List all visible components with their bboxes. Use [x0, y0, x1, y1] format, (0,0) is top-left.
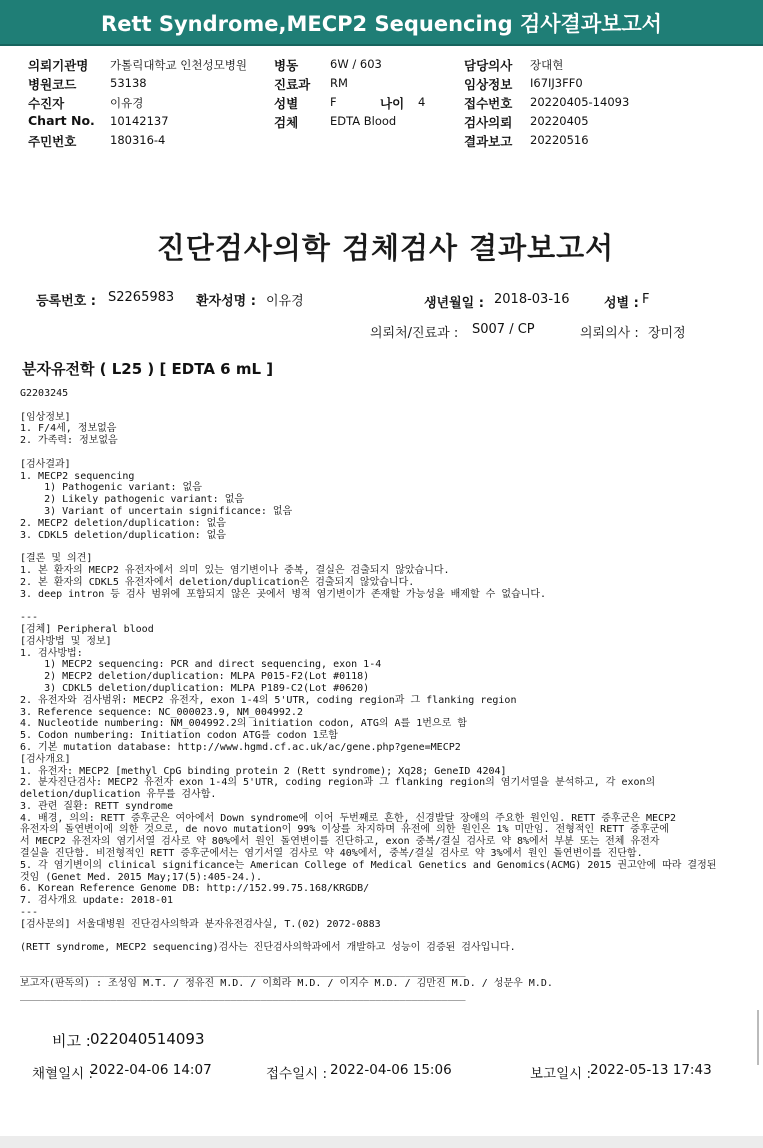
info-col2-2-value: F: [330, 95, 337, 109]
report-line: 1) MECP2 sequencing: PCR and direct sequencing, exon 1-4: [20, 659, 382, 671]
collection-time-label: 채혈일시 :: [32, 1066, 94, 1082]
report-line: 3. 관련 질환: RETT syndrome: [20, 800, 174, 812]
info-col1-3-label: Chart No.: [28, 113, 95, 128]
registration-value: S2265983: [108, 290, 175, 305]
report-line: ---: [20, 907, 39, 919]
department-value: S007 / CP: [472, 322, 535, 337]
receipt-time-label: 접수일시 :: [266, 1066, 328, 1082]
info-col2-1-value: RM: [330, 76, 348, 90]
report-line: 2. 본 환자의 CDKL5 유전자에서 deletion/duplication은 검출되지 않았습니다.: [20, 576, 415, 588]
info-col1-0-label: 의뢰기관명: [28, 58, 89, 73]
report-line: 서 MECP2 유전자의 염기서열 검사로 약 80%에서 원인 돌연변이를 진단하고, exon 중복/결실 검사로 약 8%에서 부분 또는 전체 유전자: [20, 836, 660, 848]
report-time-value: 2022-05-13 17:43: [590, 1062, 712, 1078]
report-line: 7. 검사개요 update: 2018-01: [20, 895, 174, 907]
report-line: [20, 954, 760, 966]
report-line: __________________________________________________________________________: [20, 966, 466, 978]
section-heading: 분자유전학 ( L25 ) [ EDTA 6 mL ]: [22, 360, 274, 378]
report-line: [20, 931, 760, 943]
report-line: 유전자의 돌연변이에 의한 것으로, de novo mutation이 99% 이상를 차지하며 유전에 의한 원인은 1% 미만임. 전형적인 RETT 증후군에: [20, 824, 669, 836]
info-col1-1-value: 53138: [110, 76, 147, 90]
report-line: 1. MECP2 sequencing: [20, 470, 135, 482]
report-header-title: Rett Syndrome,MECP2 Sequencing 검사결과보고서: [0, 0, 763, 46]
bottom-strip: [0, 1136, 763, 1148]
report-line: (RETT syndrome, MECP2 sequencing)검사는 진단검사의학과에서 개발하고 성능이 검증된 검사입니다.: [20, 942, 516, 954]
report-line: 2) Likely pathogenic variant: 없음: [20, 494, 245, 506]
info-col3-0-label: 담당의사: [464, 58, 513, 73]
report-line: 6. Korean Reference Genome DB: http://152.99.75.168/KRGDB/: [20, 883, 370, 895]
info-col3-4-label: 결과보고: [464, 134, 513, 149]
report-line: G2203245: [20, 388, 69, 399]
info-col1-4-value: 180316-4: [110, 133, 166, 147]
report-title: 진단검사의학 검체검사 결과보고서: [156, 231, 615, 265]
info-col1-3-value: 10142137: [110, 114, 169, 128]
info-col3-1-label: 임상정보: [464, 77, 513, 92]
patient-info-panel: [0, 52, 763, 152]
report-line: 보고자(판독의) : 조성임 M.T. / 정유진 M.D. / 이희라 M.D. / 이지수 M.D. / 김만진 M.D. / 성문우 M.D.: [20, 977, 553, 989]
info-col1-2-label: 수진자: [28, 96, 65, 111]
registration-label: 등록번호 :: [36, 294, 96, 309]
info-col1-2-value: 이유경: [110, 96, 144, 110]
sex-label: 성별 :: [604, 296, 639, 311]
scrollbar-edge[interactable]: [757, 1010, 759, 1065]
patient-name-value: 이유경: [266, 294, 304, 309]
patient-name-label: 환자성명 :: [196, 294, 256, 309]
report-line: [20, 400, 760, 412]
info-col3-3-label: 검사의뢰: [464, 115, 513, 130]
report-line: 4. Nucleotide numbering: NM_004992.2의 initiation codon, ATG의 A를 1번으로 함: [20, 718, 467, 730]
info-col1-1-label: 병원코드: [28, 77, 77, 92]
note-label: 비고 :: [52, 1032, 91, 1050]
report-line: 2) MECP2 deletion/duplication: MLPA P015-F2(Lot #0118): [20, 671, 370, 683]
report-line: 3. Reference sequence: NC_000023.9, NM_004992.2: [20, 706, 303, 718]
info-col2-0-value: 6W / 603: [330, 57, 382, 71]
report-line: [20, 447, 760, 459]
report-line: 4. 배경, 의의: RETT 증후군은 여아에서 Down syndrome에 이어 두번째로 흔한, 신경발달 장애의 주요한 원인임. RETT 증후군은 MECP2: [20, 812, 677, 824]
report-line: [20, 541, 760, 553]
report-line: [임상정보]: [20, 411, 71, 423]
report-line: [검사결과]: [20, 458, 71, 470]
report-line: __________________________________________________________________________: [20, 989, 466, 1001]
dob-value: 2018-03-16: [494, 292, 570, 307]
info-col3-1-value: I67IJ3FF0: [530, 76, 583, 90]
report-line: 3) Variant of uncertain significance: 없음: [20, 505, 293, 517]
report-body: [20, 388, 760, 1001]
report-line: 3) CDKL5 deletion/duplication: MLPA P189-C2(Lot #0620): [20, 682, 370, 694]
report-line: ---: [20, 612, 39, 624]
report-line: [20, 600, 760, 612]
report-line: 1. 본 환자의 MECP2 유전자에서 의미 있는 염기변이나 중복, 결실은 검출되지 않았습니다.: [20, 564, 450, 576]
report-document: [8, 176, 757, 1106]
info-col3-4-value: 20220516: [530, 133, 589, 147]
report-line: 2. MECP2 deletion/duplication: 없음: [20, 517, 226, 529]
report-line: [검사방법 및 정보]: [20, 635, 112, 647]
report-line: 것임 (Genet Med. 2015 May;17(5):405-24.).: [20, 871, 263, 883]
department-label: 의뢰처/진료과 :: [370, 326, 459, 341]
report-line: [검사개요]: [20, 753, 71, 765]
info-col3-3-value: 20220405: [530, 114, 589, 128]
report-time-label: 보고일시 :: [530, 1066, 592, 1082]
info-col2-2-label: 성별: [274, 96, 299, 111]
report-line: 3. deep intron 등 검사 범위에 포함되지 않은 곳에서 병적 염기변이가 존재할 가능성을 배제할 수 없습니다.: [20, 588, 546, 600]
referring-doctor-label: 의뢰의사 :: [580, 326, 639, 341]
info-age-value: 4: [418, 95, 426, 109]
report-line: deletion/duplication 유무를 검사함.: [20, 789, 217, 801]
info-col1-0-value: 가톨릭대학교 인천성모병원: [110, 58, 247, 72]
report-line: [검체] Peripheral blood: [20, 623, 154, 635]
info-age-label: 나이: [380, 96, 405, 111]
report-line: 2. 유전자와 검사범위: MECP2 유전자, exon 1-4의 5'UTR, coding region과 그 flanking region: [20, 694, 517, 706]
report-line: 2. 분자진단검사: MECP2 유전자 exon 1-4의 5'UTR, coding region과 그 flanking region의 염기서열을 분석하고, 각 exon의: [20, 777, 656, 789]
report-line: 1) Pathogenic variant: 없음: [20, 482, 202, 494]
report-line: 6. 기본 mutation database: http://www.hgmd.cf.ac.uk/ac/gene.php?gene=MECP2: [20, 741, 461, 753]
dob-label: 생년월일 :: [424, 296, 484, 311]
report-line: 5. Codon numbering: Initiation codon ATG를 codon 1로함: [20, 730, 338, 742]
info-col1-4-label: 주민번호: [28, 134, 77, 149]
report-line: 2. 가족력: 정보없음: [20, 435, 118, 447]
report-line: [검사문의] 서울대병원 진단검사의학과 분자유전검사실, T.(02) 2072-0883: [20, 918, 381, 930]
report-line: 1. F/4세, 정보없음: [20, 423, 117, 435]
info-col2-0-label: 병동: [274, 58, 299, 73]
report-line: 5. 각 염기변이의 clinical significance는 American College of Medical Genetics and Genomics(ACMG) 2015 권고안에 따라 결정된: [20, 859, 717, 871]
collection-time-value: 2022-04-06 14:07: [90, 1062, 212, 1078]
report-line: 1. 검사방법:: [20, 647, 83, 659]
sex-value: F: [642, 292, 650, 307]
report-line: 결실을 진단함. 비전형적인 RETT 증후군에서는 염기서열 검사로 약 40%에서, 중복/결실 검사로 약 3%에서 원인 돌연변이를 진단함.: [20, 848, 643, 860]
info-col3-2-value: 20220405-14093: [530, 95, 630, 109]
report-line: 1. 유전자: MECP2 [methyl CpG binding protein 2 (Rett syndrome); Xq28; GeneID 4204]: [20, 765, 507, 777]
report-line: 3. CDKL5 deletion/duplication: 없음: [20, 529, 226, 541]
report-line: [결론 및 의견]: [20, 553, 93, 565]
info-col2-3-value: EDTA Blood: [330, 114, 397, 128]
info-col3-2-label: 접수번호: [464, 96, 513, 111]
receipt-time-value: 2022-04-06 15:06: [330, 1062, 452, 1078]
referring-doctor-value: 장미정: [648, 326, 686, 341]
info-col3-0-value: 장대현: [530, 58, 564, 72]
note-value: 022040514093: [90, 1030, 205, 1048]
info-col2-1-label: 진료과: [274, 77, 311, 92]
info-col2-3-label: 검체: [274, 115, 299, 130]
